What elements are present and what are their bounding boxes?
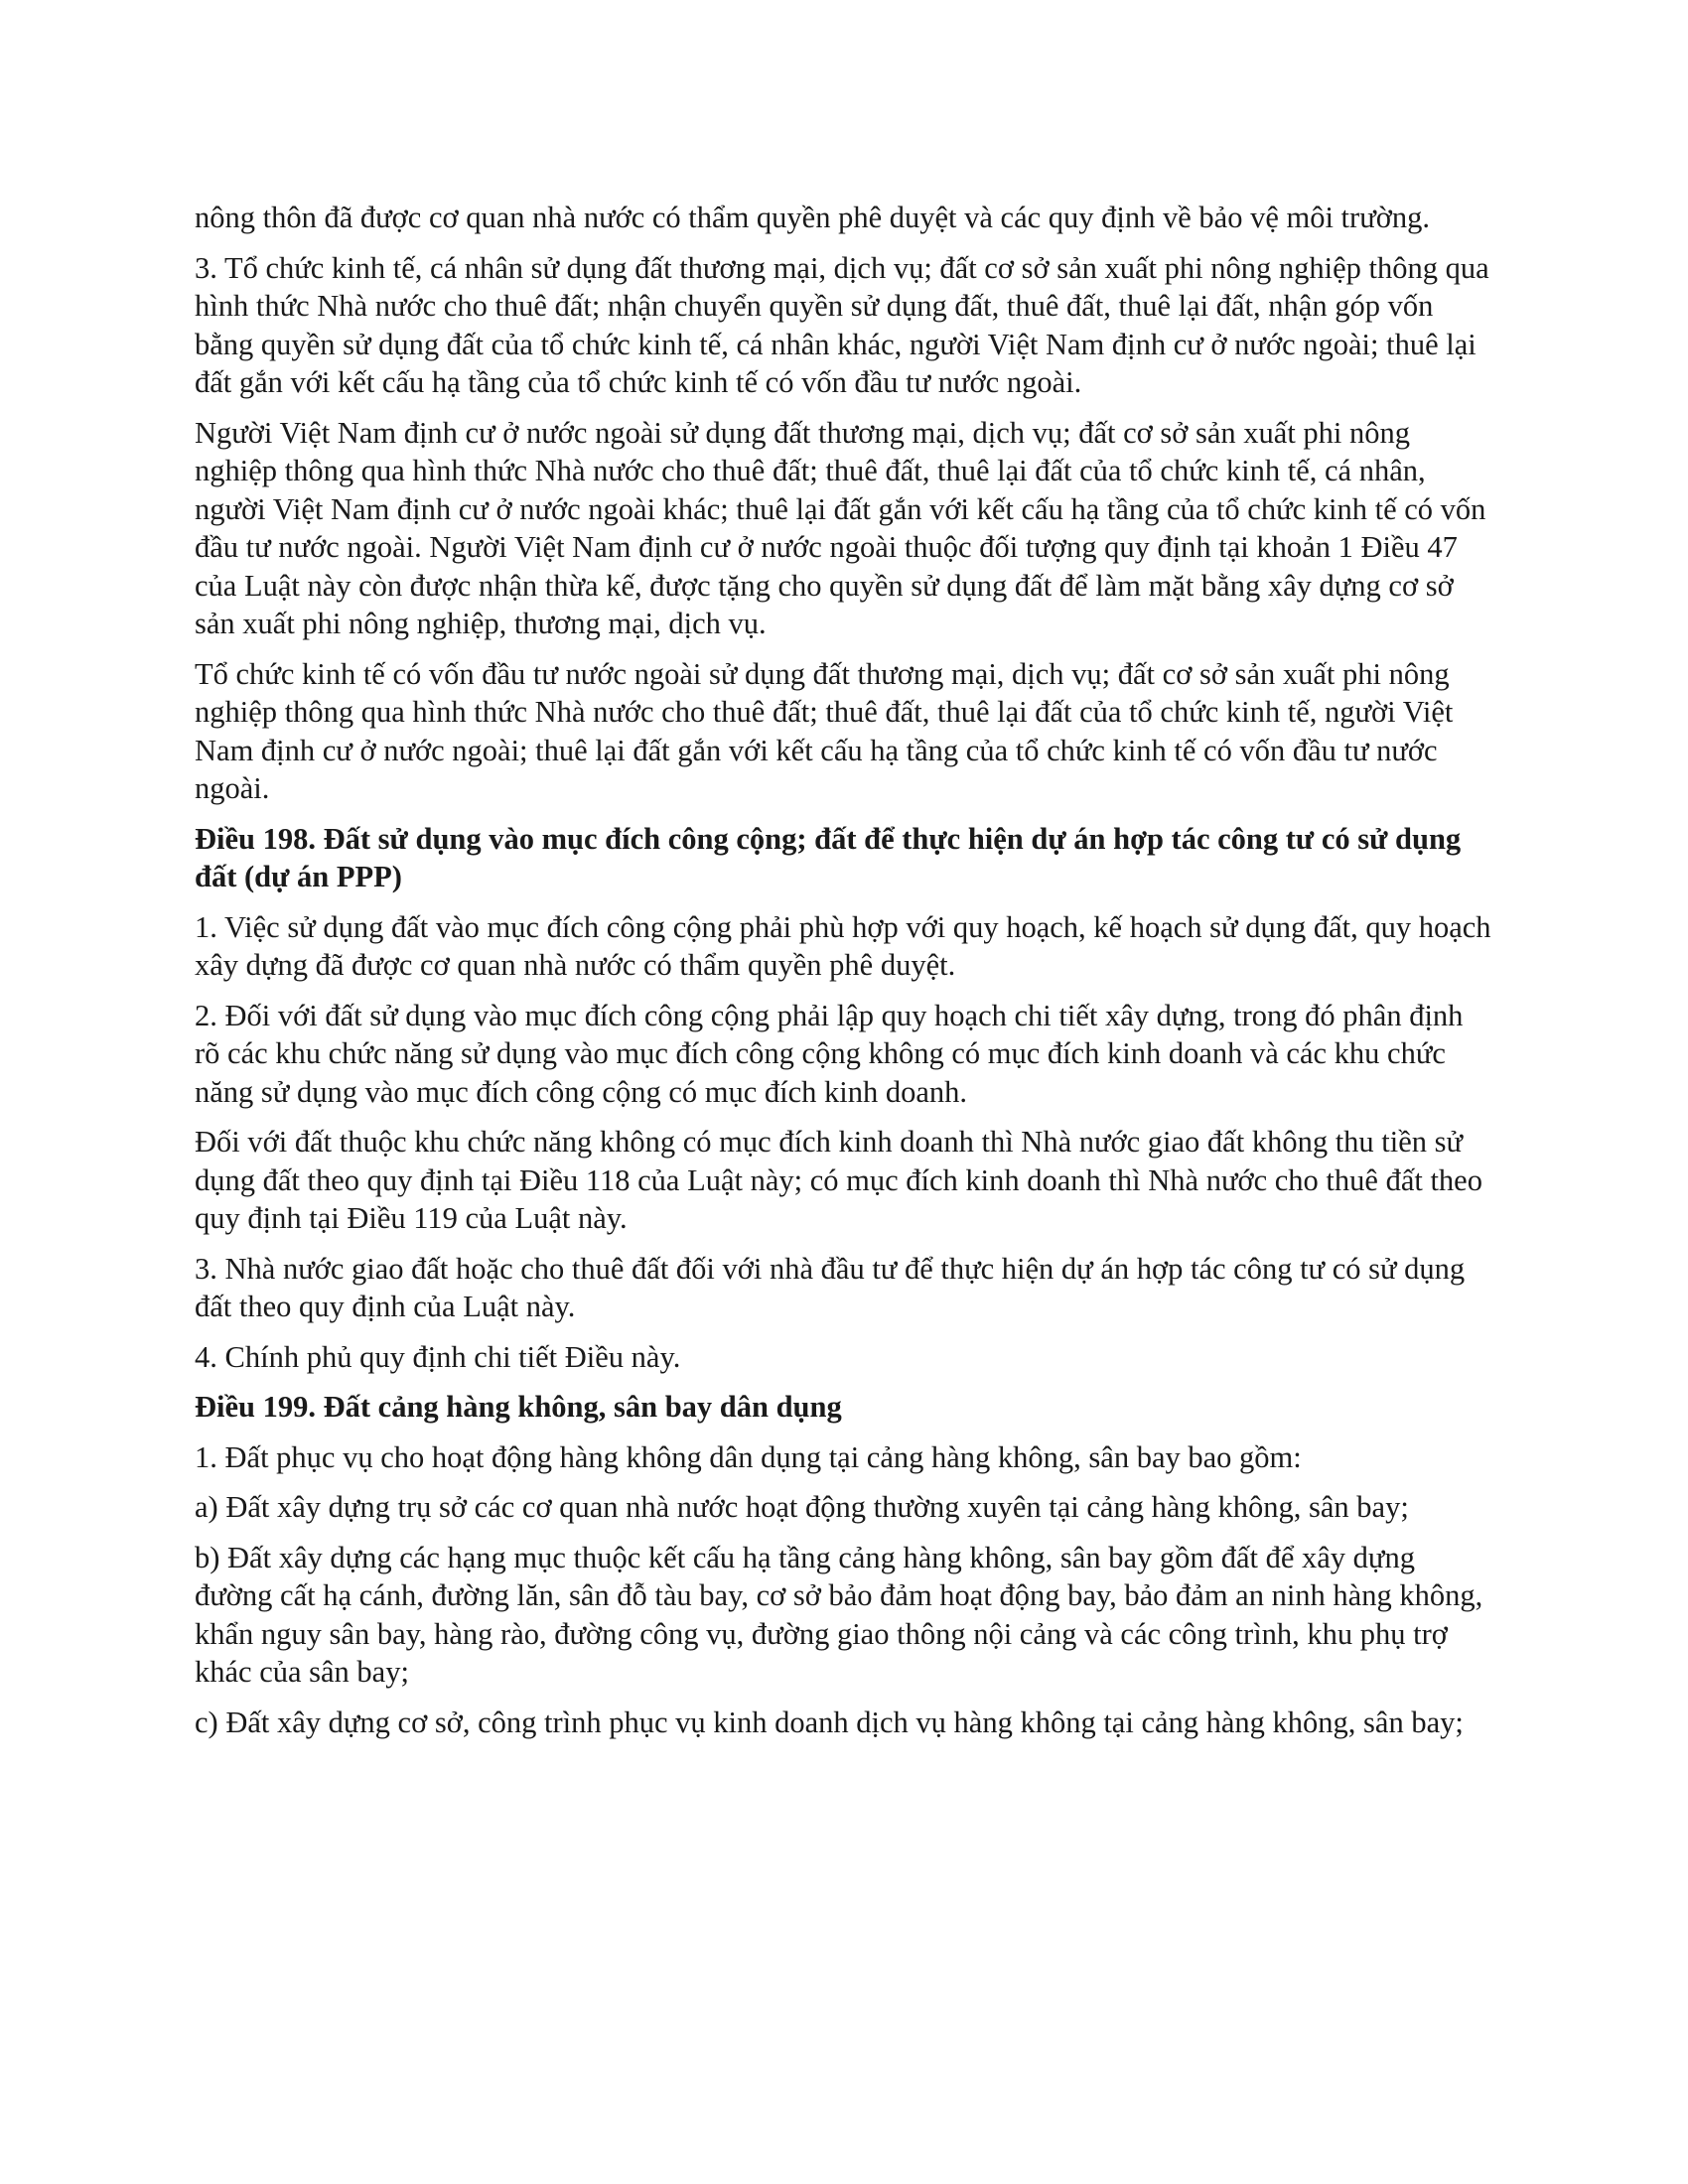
article-heading: Điều 198. Đất sử dụng vào mục đích công cộng; đất để thực hiện dự án hợp tác công tư có sử dụng đất (dự án PPP)	[195, 821, 1462, 893]
body-paragraph: b) Đất xây dựng các hạng mục thuộc kết cấu hạ tầng cảng hàng không, sân bay gồm đất để xây dựng đường cất hạ cánh, đường lăn, sân đỗ tàu bay, cơ sở bảo đảm hoạt động bay, bảo đảm an ninh hàng không, khẩn nguy sân bay, hàng rào, đường công vụ, đường giao thông nội cảng và các công trình, khu phụ trợ khác của sân bay;	[195, 1540, 1483, 1689]
document-page	[195, 199, 1495, 1753]
body-paragraph: nông thôn đã được cơ quan nhà nước có thẩm quyền phê duyệt và các quy định về bảo vệ môi trường.	[195, 201, 1430, 234]
body-paragraph: 3. Nhà nước giao đất hoặc cho thuê đất đối với nhà đầu tư để thực hiện dự án hợp tác công tư có sử dụng đất theo quy định của Luật này.	[195, 1251, 1466, 1323]
article-heading: Điều 199. Đất cảng hàng không, sân bay dân dụng	[195, 1390, 842, 1424]
body-paragraph: c) Đất xây dựng cơ sở, công trình phục vụ kinh doanh dịch vụ hàng không tại cảng hàng không, sân bay;	[195, 1705, 1464, 1739]
body-paragraph: a) Đất xây dựng trụ sở các cơ quan nhà nước hoạt động thường xuyên tại cảng hàng không, sân bay;	[195, 1490, 1409, 1524]
body-paragraph: 2. Đối với đất sử dụng vào mục đích công cộng phải lập quy hoạch chi tiết xây dựng, trong đó phân định rõ các khu chức năng sử dụng vào mục đích công cộng không có mục đích kinh doanh và các khu chức năng sử dụng vào mục đích công cộng có mục đích kinh doanh.	[195, 998, 1464, 1109]
body-paragraph: Đối với đất thuộc khu chức năng không có mục đích kinh doanh thì Nhà nước giao đất không thu tiền sử dụng đất theo quy định tại Điều 118 của Luật này; có mục đích kinh doanh thì Nhà nước cho thuê đất theo quy định tại Điều 119 của Luật này.	[195, 1125, 1482, 1235]
body-paragraph: Người Việt Nam định cư ở nước ngoài sử dụng đất thương mại, dịch vụ; đất cơ sở sản xuất phi nông nghiệp thông qua hình thức Nhà nước cho thuê đất; thuê đất, thuê lại đất của tổ chức kinh tế, cá nhân, người Việt Nam định cư ở nước ngoài khác; thuê lại đất gắn với kết cấu hạ tầng của tổ chức kinh tế có vốn đầu tư nước ngoài. Người Việt Nam định cư ở nước ngoài thuộc đối tượng quy định tại khoản 1 Điều 47 của Luật này còn được nhận thừa kế, được tặng cho quyền sử dụng đất để làm mặt bằng xây dựng cơ sở sản xuất phi nông nghiệp, thương mại, dịch vụ.	[195, 415, 1486, 640]
body-paragraph: 4. Chính phủ quy định chi tiết Điều này.	[195, 1339, 681, 1374]
body-paragraph: 3. Tổ chức kinh tế, cá nhân sử dụng đất thương mại, dịch vụ; đất cơ sở sản xuất phi nông nghiệp thông qua hình thức Nhà nước cho thuê đất; nhận chuyển quyền sử dụng đất, thuê đất, thuê lại đất, nhận góp vốn bằng quyền sử dụng đất của tổ chức kinh tế, cá nhân khác, người Việt Nam định cư ở nước ngoài; thuê lại đất gắn với kết cấu hạ tầng của tổ chức kinh tế có vốn đầu tư nước ngoài.	[195, 250, 1489, 399]
body-paragraph: Tổ chức kinh tế có vốn đầu tư nước ngoài sử dụng đất thương mại, dịch vụ; đất cơ sở sản xuất phi nông nghiệp thông qua hình thức Nhà nước cho thuê đất; thuê đất, thuê lại đất của tổ chức kinh tế, người Việt Nam định cư ở nước ngoài; thuê lại đất gắn với kết cấu hạ tầng của tổ chức kinh tế có vốn đầu tư nước ngoài.	[195, 656, 1454, 805]
body-paragraph: 1. Việc sử dụng đất vào mục đích công cộng phải phù hợp với quy hoạch, kế hoạch sử dụng đất, quy hoạch xây dựng đã được cơ quan nhà nước có thẩm quyền phê duyệt.	[195, 909, 1491, 982]
body-paragraph: 1. Đất phục vụ cho hoạt động hàng không dân dụng tại cảng hàng không, sân bay bao gồm:	[195, 1439, 1302, 1474]
